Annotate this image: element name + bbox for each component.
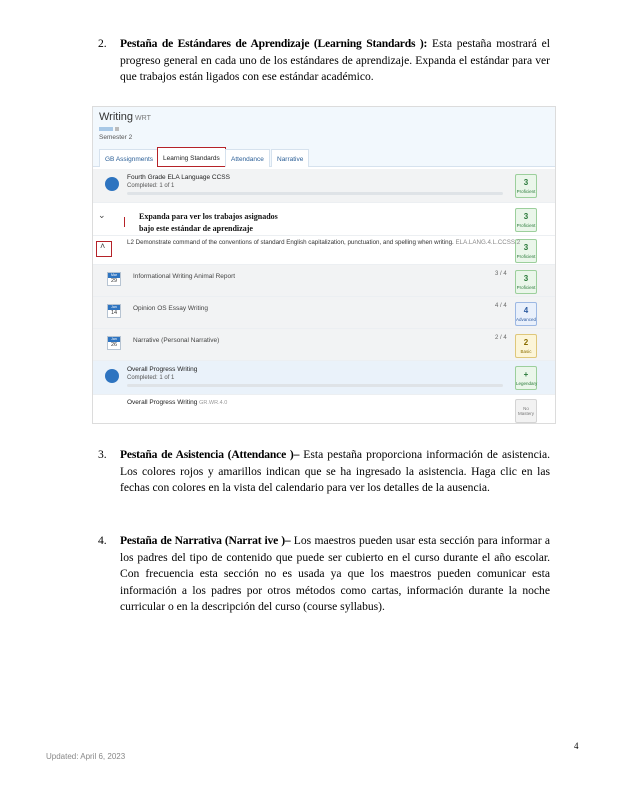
tab-narrative[interactable]: Narrative [271,149,309,167]
assignment-row[interactable] [93,297,556,329]
overall-progress-row[interactable] [93,361,556,395]
assignment-score: 3 / 4 [495,271,507,277]
overall-title: Overall Progress Writing GR.WR.4.0 [127,399,228,406]
course-header [93,107,556,167]
callout-line-1: Expanda para ver los trabajos asignados [139,212,278,221]
section-2-body: Esta pestaña mostrará el progreso general en cada uno de los estándares de aprendizaje. Expanda el estándar para ver que trabajos están ligados con ese estándar académico. [120,37,550,83]
tab-attendance[interactable]: Attendance [225,149,270,167]
callout-annotation [139,211,278,235]
standard-description: L2 Demonstrate command of the conventions of standard English capitalization, punctuation, and spelling when writing. ELA.LANG.4.L.CCSS.2 [127,239,521,246]
progress-pie-icon [105,369,119,383]
section-3-body: Esta pestaña proporciona información de asistencia. Los colores rojos y amarillos indican que se ha ingresado la asistencia. Haga clic en las fechas con colores en la vista del calendario para ver los detalles de la ausencia. [120,448,550,494]
calendar-icon: Jan 14 [107,304,121,318]
course-chip [99,127,113,131]
tab-gb-assignments[interactable]: GB Assignments [99,149,159,167]
overall-title: Overall Progress Writing [127,366,198,373]
assignment-row[interactable] [93,265,556,297]
mastery-badge: 2 Basic [515,334,537,358]
chevron-down-icon[interactable]: ⌄ [98,210,106,220]
course-chip-icon [115,127,119,131]
standard-completed: Completed: 1 of 1 [127,183,175,189]
assignment-name[interactable]: Informational Writing Animal Report [133,273,236,280]
section-2 [100,36,550,86]
calendar-icon: Mar 29 [107,272,121,286]
semester-label: Semester 2 [99,134,133,141]
section-3-number: 3. [98,448,107,461]
mastery-badge: 3 Proficient [515,239,537,263]
assignment-score: 2 / 4 [495,335,507,341]
section-4 [100,533,550,616]
overall-completed: Completed: 1 of 1 [127,375,175,381]
overall-progress-bar [127,384,503,387]
learning-standards-screenshot [92,106,556,424]
standard-title: Fourth Grade ELA Language CCSS [127,174,230,181]
standard-code: ELA.LANG.4.L.CCSS.2 [455,239,521,246]
page-number: 4 [574,741,579,751]
standard-progress-bar [127,192,503,195]
course-title: Writing WRT [99,111,151,123]
mastery-badge: 3 Proficient [515,208,537,232]
calendar-icon: Jan 26 [107,336,121,350]
mastery-badge: 3 Proficient [515,270,537,294]
section-2-title: Pestaña de Estándares de Aprendizaje (Learning Standards ): [120,37,428,50]
section-2-number: 2. [98,37,107,50]
updated-date: Updated: April 6, 2023 [46,752,126,761]
expand-highlight [96,241,112,257]
mastery-badge: 4 Advanced [515,302,537,326]
section-4-title: Pestaña de Narrativa (Narrat ive )– [120,534,291,547]
section-3 [100,447,550,497]
section-4-body: Los maestros pueden usar esta sección para informar a los padres del tipo de contenido que puede ser cubierto en el curso durante el año escolar. Con frecuencia esta sección no es usada ya que los maestros pueden comunicar esta información a los padres por otros métodos como cartas, información durante la noche curricular o en la descripción del curso (course syllabus). [120,534,551,613]
progress-pie-icon [105,177,119,191]
mastery-badge: + Legendary [515,366,537,390]
section-3-title: Pestaña de Asistencia (Attendance )– [120,448,300,461]
overall-code: GR.WR.4.0 [199,400,228,406]
assignment-name[interactable]: Opinion OS Essay Writing [133,305,209,312]
course-code: WRT [135,115,151,122]
assignment-row[interactable] [93,329,556,361]
callout-line-2: bajo este estándar de aprendizaje [139,224,253,233]
assignment-score: 4 / 4 [495,303,507,309]
overall-progress-row[interactable] [93,395,556,424]
assignment-name[interactable]: Narrative (Personal Narrative) [133,337,220,344]
standard-row[interactable] [93,169,556,203]
mastery-badge: 3 Proficient [515,174,537,198]
callout-arrow [124,217,134,227]
mastery-badge: No Mastery [515,399,537,423]
tab-learning-standards[interactable]: Learning Standards [157,147,226,167]
section-4-number: 4. [98,534,107,547]
chevron-up-icon[interactable]: ˄ [100,241,106,251]
